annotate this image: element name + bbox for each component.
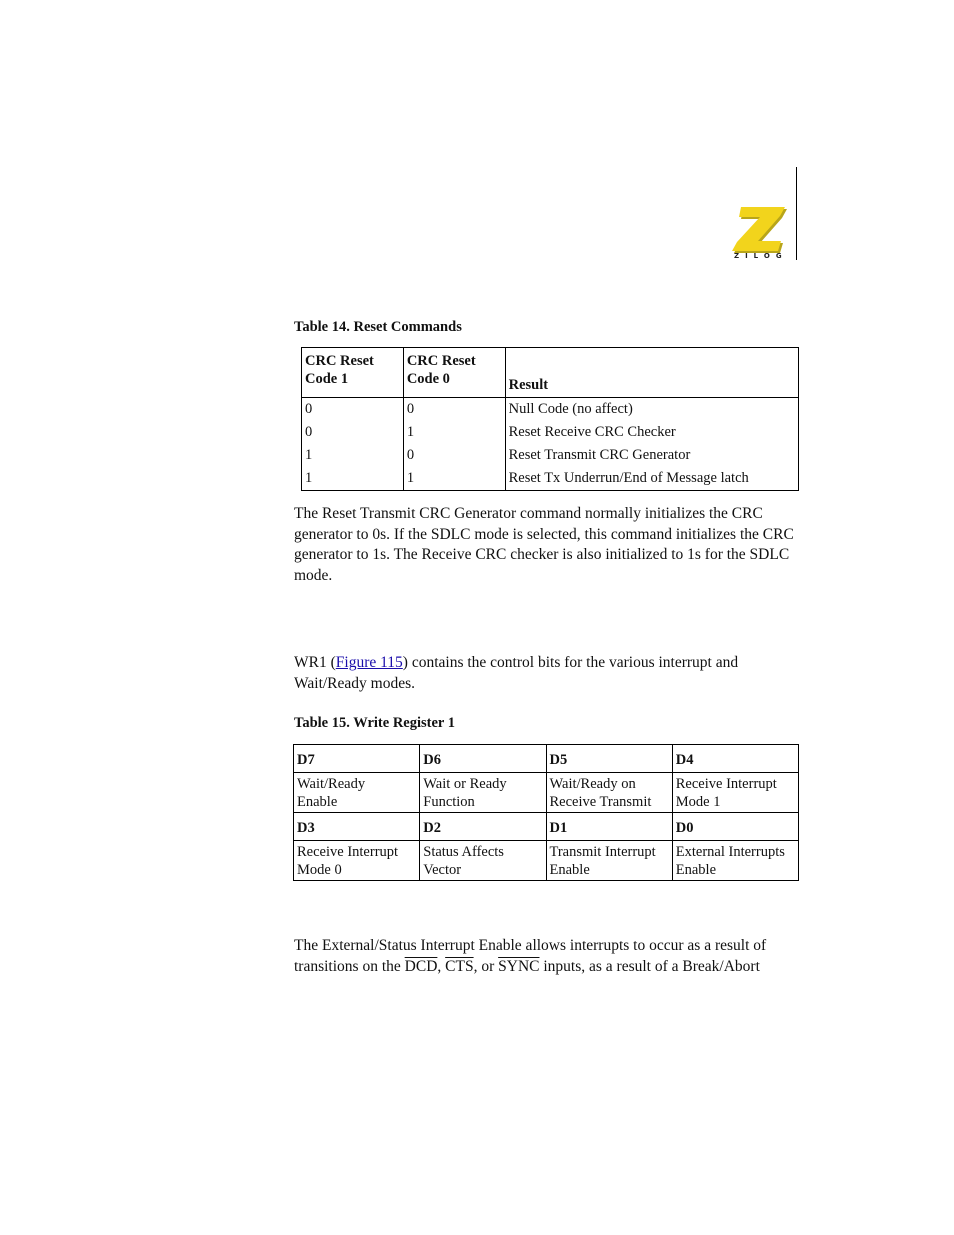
- table-row: [302, 421, 799, 444]
- cell: 0: [302, 398, 404, 422]
- bit-description-row: [294, 841, 799, 881]
- cell-line: Receive Transmit: [549, 794, 652, 810]
- header-line: Code 1: [305, 371, 349, 387]
- bit-d1: D1: [546, 813, 672, 841]
- header-line: CRC Reset: [305, 353, 374, 369]
- bit-d4: D4: [672, 745, 798, 773]
- cell: [672, 841, 798, 881]
- header-crc-reset-code-0: [403, 348, 505, 398]
- cell: [672, 773, 798, 813]
- table15-caption: Table 15. Write Register 1: [294, 715, 455, 731]
- cell: [546, 773, 672, 813]
- text-run: ) contains the control bits for the various interrupt and Wait/Ready modes.: [294, 654, 739, 692]
- cell: [546, 841, 672, 881]
- cts-signal: $\overline{CTS}$: [445, 957, 474, 975]
- cell: 1: [403, 421, 505, 444]
- cell-line: Enable: [675, 862, 717, 878]
- cell-line: Function: [423, 794, 475, 810]
- table14-caption: Table 14. Reset Commands: [294, 319, 462, 335]
- cell: 0: [403, 398, 505, 422]
- cell: [294, 773, 420, 813]
- cell-line: Mode 0: [297, 862, 342, 878]
- external-status-paragraph: [294, 936, 798, 977]
- reset-crc-paragraph: [294, 504, 798, 586]
- bit-d7: D7: [294, 745, 420, 773]
- text-run: ,: [437, 957, 446, 975]
- write-register-1-table: [293, 744, 799, 881]
- cell-line: Wait/Ready: [297, 776, 366, 792]
- zilog-wordmark: ZILOG: [734, 252, 788, 260]
- margin-rule: [796, 167, 797, 260]
- cell: Reset Receive CRC Checker: [505, 421, 798, 444]
- table-row: [302, 467, 799, 491]
- cell: [420, 773, 546, 813]
- bit-d2: D2: [420, 813, 546, 841]
- cell: [294, 841, 420, 881]
- bit-d3: D3: [294, 813, 420, 841]
- sync-signal: SYNC: [498, 957, 540, 975]
- cell: Reset Tx Underrun/End of Message latch: [505, 467, 798, 491]
- cell-line: Receive Interrupt: [297, 844, 399, 860]
- paragraph-text: The Reset Transmit CRC Generator command normally initializes the CRC generator to 0s. If the SDLC mode is selected, this command initializes the CRC generator to 1s. The Receive CRC checker is also initialized to 1s for the SDLC mode.: [294, 505, 794, 584]
- text-run: , or: [473, 957, 499, 975]
- reset-commands-table: [301, 347, 799, 491]
- header-crc-reset-code-1: [302, 348, 404, 398]
- table-row: [302, 444, 799, 467]
- cell-line: Transmit Interrupt: [549, 844, 656, 860]
- cell-line: Enable: [297, 794, 338, 810]
- bit-d5: D5: [546, 745, 672, 773]
- text-run: WR1 (: [294, 654, 336, 671]
- header-result: Result: [505, 348, 798, 398]
- dcd-signal: $\overline{DCD}$: [404, 957, 438, 975]
- table-row: [302, 398, 799, 422]
- bit-header-row: [294, 813, 799, 841]
- cell-line: Receive Interrupt: [675, 776, 777, 792]
- cell: 1: [302, 444, 404, 467]
- zilog-logo: [728, 203, 788, 265]
- wr1-paragraph: [294, 653, 798, 694]
- text-run: transitions on the: [294, 957, 405, 975]
- bit-description-row: [294, 773, 799, 813]
- cell: 1: [302, 467, 404, 491]
- cell: 0: [302, 421, 404, 444]
- bit-d6: D6: [420, 745, 546, 773]
- cell: Null Code (no affect): [505, 398, 798, 422]
- cell-line: Status Affects: [423, 844, 504, 860]
- bit-header-row: [294, 745, 799, 773]
- bit-d0: D0: [672, 813, 798, 841]
- cell-line: Wait/Ready on: [549, 776, 636, 792]
- cell: Reset Transmit CRC Generator: [505, 444, 798, 467]
- cell-line: Mode 1: [675, 794, 721, 810]
- cell: 1: [403, 467, 505, 491]
- table-header-row: [302, 348, 799, 398]
- cell: 0: [403, 444, 505, 467]
- header-line: Code 0: [406, 371, 450, 387]
- header-line: CRC Reset: [406, 353, 476, 369]
- cell-line: Vector: [423, 862, 462, 878]
- text-run: inputs, as a result of a Break/Abort: [539, 957, 760, 975]
- figure-115-link[interactable]: Figure 115: [335, 654, 403, 671]
- cell: [420, 841, 546, 881]
- cell-line: External Interrupts: [675, 844, 785, 860]
- text-run: The External/Status Interrupt Enable allows interrupts to occur as a result of: [294, 937, 767, 954]
- cell-line: Wait or Ready: [423, 776, 507, 792]
- cell-line: Enable: [549, 862, 590, 878]
